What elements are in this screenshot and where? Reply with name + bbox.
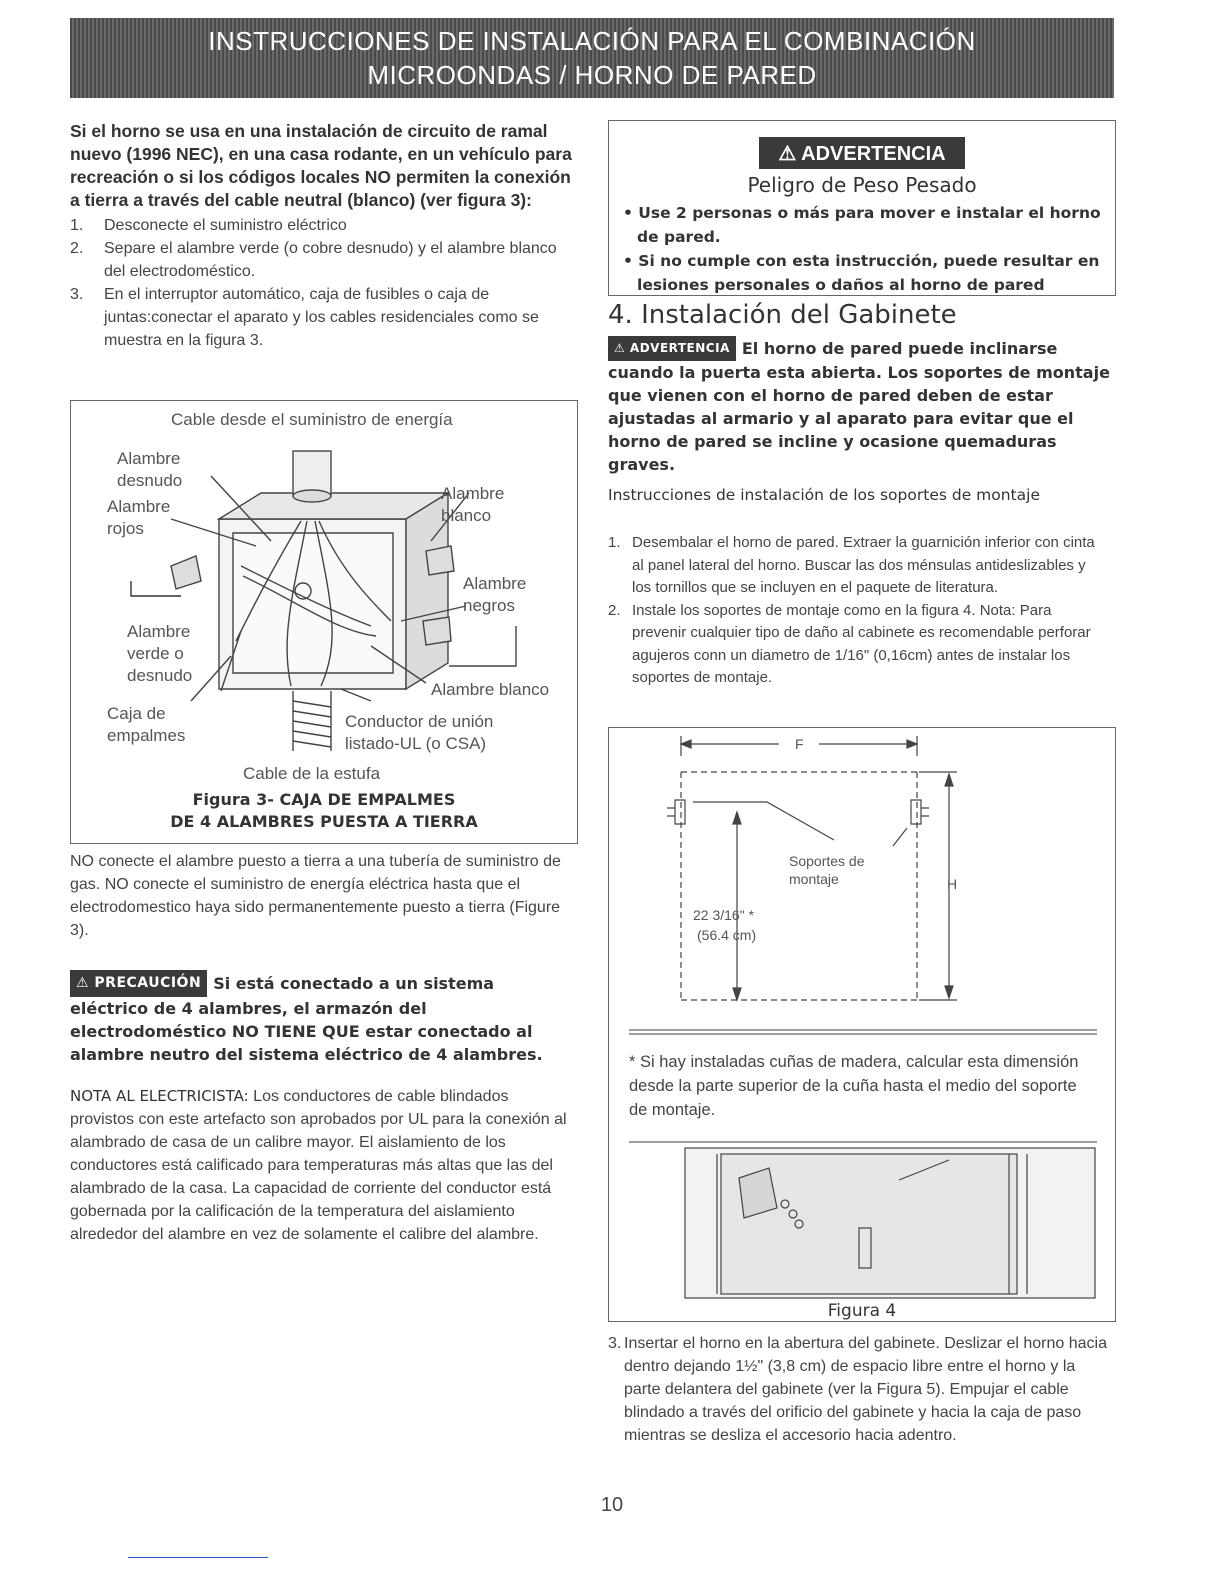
- fig3-white-wire-label: Alambre blanco: [441, 484, 505, 525]
- figure-3-junction-box: [70, 400, 578, 844]
- fig3-junction-box-label: Caja de empalmes: [107, 704, 186, 745]
- electrician-note: [70, 1085, 575, 1246]
- list-item: 2. Instale los soportes de montaje como en la figura 4. Nota: Para prevenir cualquier tipo de daño al cabinete es recomendable perforar agujeros conn un diametro de 1/16" (0,16cm) antes de instalar los soportes de montaje.: [608, 601, 1091, 686]
- grounding-intro: Si el horno se usa en una instalación de circuito de ramal nuevo (1996 NEC), en una casa rodante, en un vehículo para recreación o si los códigos locales NO permiten la conexión a tierra a través del cable neutral (blanco) (ver figura 3):: [70, 121, 572, 210]
- warning-badge: ⚠ ADVERTENCIA: [759, 137, 965, 169]
- fig4-caption: Figura 4: [827, 1301, 897, 1321]
- bracket-dimension-illustration: [609, 728, 1117, 1323]
- electrician-note-label: NOTA AL ELECTRICISTA:: [70, 1087, 249, 1105]
- advertencia-badge: ⚠ ADVERTENCIA: [608, 336, 736, 361]
- figure-4-brackets: [608, 727, 1116, 1322]
- caution-text: Si está conectado a un sistema eléctrico de 4 alambres, el armazón del electrodoméstico NO TIENE QUE estar conectado al alambre neutro del sistema eléctrico de 4 alambres.: [70, 974, 543, 1064]
- warning-list: [623, 201, 1103, 297]
- fig3-caption-line1: Figura 3- CAJA DE EMPALMES: [192, 790, 456, 809]
- weight-warning-box: [608, 120, 1116, 296]
- section-title: 4. Instalación del Gabinete: [608, 300, 957, 330]
- fig4-dim-f: F: [795, 736, 804, 752]
- section-warning-text: El horno de pared puede inclinarse cuando la puerta esta abierta. Los soportes de montaje que vienen con el horno de pared deben de estar ajustadas al armario y al aparato para evitar que el horno de pared se incline y ocasione quemaduras graves.: [608, 339, 1110, 474]
- footer-rule: [128, 1557, 268, 1558]
- bracket-heading: Instrucciones de instalación de los soportes de montaje: [608, 486, 1040, 504]
- fig4-dim-h: H: [947, 876, 958, 892]
- fig3-white-wire-bottom-label: Alambre blanco: [431, 680, 550, 699]
- fig3-green-wire-label: Alambre verde o desnudo: [127, 622, 193, 685]
- header-title-line2: MICROONDAS / HORNO DE PARED: [367, 60, 817, 90]
- fig3-bare-wire-label: Alambre desnudo: [117, 449, 183, 490]
- install-step-3: [608, 1332, 1113, 1447]
- fig4-dim-value: 22 3/16" *: [693, 907, 755, 923]
- list-item: 1. Desembalar el horno de pared. Extraer la guarnición inferior con cinta al panel lateral del horno. Buscar las dos ménsulas antideslizables y los tornillos que se incluyen en el paquete de literatura.: [608, 534, 1095, 596]
- fig3-conduit-label: Conductor de unión listado-UL (o CSA): [345, 712, 494, 753]
- fig3-red-wires-label: Alambre rojos: [107, 497, 171, 538]
- fig3-black-wires-label: Alambre negros: [463, 574, 527, 615]
- list-item: • Si no cumple con esta instrucción, puede resultar en lesiones personales o daños al horno de pared: [623, 252, 1100, 294]
- fig3-top-label: Cable desde el suministro de energía: [171, 410, 453, 429]
- page-number: 10: [600, 1494, 624, 1516]
- fig3-caption-line2: DE 4 ALAMBRES PUESTA A TIERRA: [170, 812, 478, 831]
- caution-badge: ⚠ PRECAUCIÓN: [70, 970, 207, 997]
- header-title-line1: INSTRUCCIONES DE INSTALACIÓN PARA EL COMBINACIÓN: [208, 26, 976, 56]
- gas-note: NO conecte el alambre puesto a tierra a una tubería de suministro de gas. NO conecte el suministro de energía eléctrica hasta que el electrodomestico haya sido permanentemente puesto a tierra (Figure 3).: [70, 853, 561, 939]
- list-item: 1. Desconecte el suministro eléctrico: [70, 217, 347, 234]
- section-warning: [608, 336, 1116, 476]
- fig4-brackets-label: Soportes de montaje: [789, 853, 865, 887]
- bracket-steps: [608, 532, 1108, 690]
- left-column: [70, 120, 580, 352]
- fig4-footnote: * Si hay instaladas cuñas de madera, calcular esta dimensión desde la parte superior de la cuña hasta el medio del soporte de montaje.: [629, 1053, 1079, 1119]
- list-item: • Use 2 personas o más para mover e instalar el horno de pared.: [623, 204, 1101, 246]
- warning-title: Peligro de Peso Pesado: [747, 173, 977, 197]
- grounding-steps: [70, 214, 580, 352]
- caution-block: [70, 970, 570, 1066]
- list-item: 3. En el interruptor automático, caja de fusibles o caja de juntas:conectar el aparato y los cables residenciales como se muestra en la figura 3.: [70, 286, 539, 349]
- electrician-note-text: Los conductores de cable blindados provistos con este artefacto son aprobados por UL para la conexión al alambrado de casa de un calibre mayor. El aislamiento de los conductores está calificado para temperaturas más altas que las del alambrado de la casa. La capacidad de corriente del conductor está gobernada por la calificación de la temperatura del aislamiento alrededor del alambre en vez de solamente el calibre del alambre.: [70, 1088, 567, 1243]
- header-banner: [70, 18, 1114, 98]
- fig4-dim-metric: (56.4 cm): [697, 927, 757, 943]
- list-item: 2. Separe el alambre verde (o cobre desnudo) y el alambre blanco del electrodoméstico.: [70, 240, 557, 280]
- fig3-range-cable-label: Cable de la estufa: [243, 764, 381, 783]
- list-item: 3. Insertar el horno en la abertura del gabinete. Deslizar el horno hacia dentro dejando 1½" (3,8 cm) de espacio libre entre el horno y la parte delantera del gabinete (ver la Figura 5). Empujar el cable blindado a través del orificio del gabinete y hacia la caja de paso mientras se desliza el accesorio hacia adentro.: [608, 1335, 1107, 1444]
